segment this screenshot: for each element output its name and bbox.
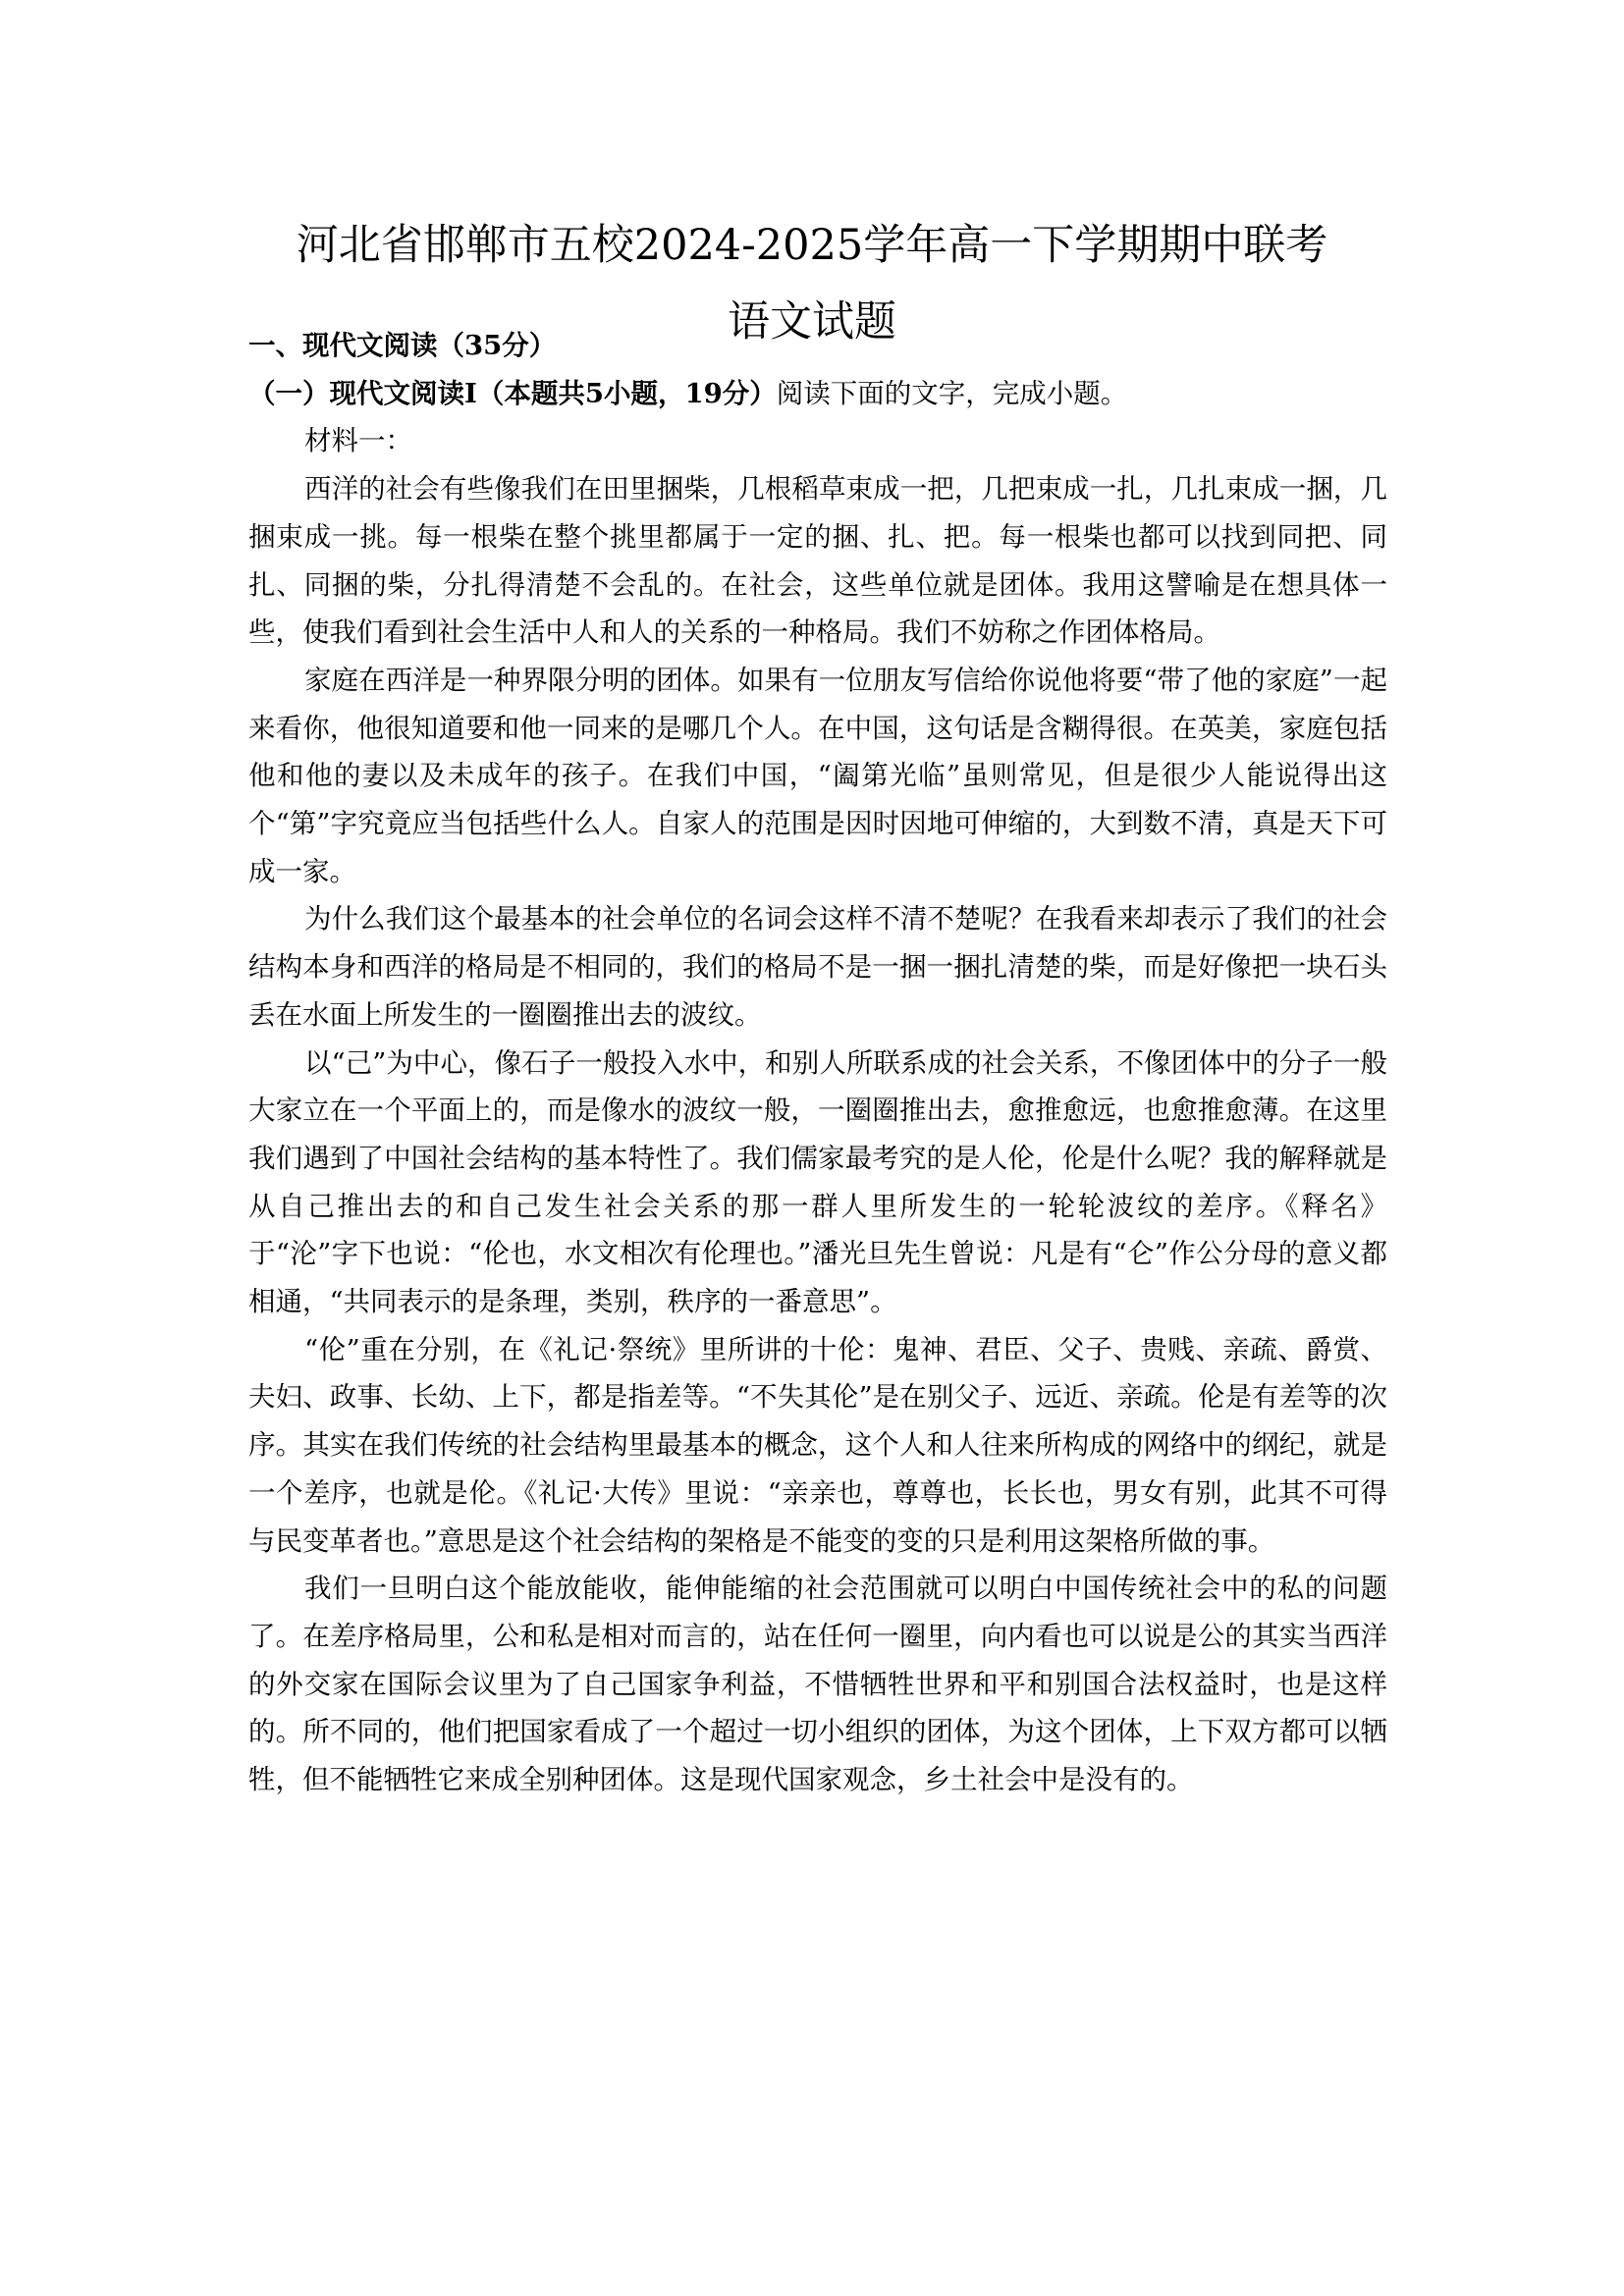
paragraph: 西洋的社会有些像我们在田里捆柴，几根稻草束成一把，几把束成一扎，几扎束成一捆，几捆束成一挑。每一根柴在整个挑里都属于一定的捆、扎、把。每一根柴也都可以找到同把、同扎、同捆的柴，分扎得清楚不会乱的。在社会，这些单位就是团体。我用这譬喻是在想具体一些，使我们看到社会生活中人和人的关系的一种格局。我们不妨称之作团体格局。 — [248, 473, 1387, 649]
subsection-heading — [248, 370, 1387, 418]
exam-content — [248, 322, 1387, 1804]
material-label: 材料一： — [304, 425, 412, 457]
subsection-heading-bold: （一）现代文阅读Ⅰ（本题共5小题，19分） — [248, 377, 777, 409]
exam-title: 河北省邯郸市五校2024-2025学年高一下学期期中联考 — [296, 221, 1328, 270]
paragraph: 为什么我们这个最基本的社会单位的名词会这样不清不楚呢？在我看来却表示了我们的社会结构本身和西洋的格局是不相同的，我们的格局不是一捆一捆扎清楚的柴，而是好像把一块石头丢在水面上所发生的一圈圈推出去的波纹。 — [248, 903, 1387, 1031]
paragraph: 我们一旦明白这个能放能收，能伸能缩的社会范围就可以明白中国传统社会中的私的问题了。在差序格局里，公和私是相对而言的，站在任何一圈里，向内看也可以说是公的其实当西洋的外交家在国际会议里为了自己国家争利益，不惜牺牲世界和平和别国合法权益时，也是这样的。所不同的，他们把国家看成了一个超过一切小组织的团体，为这个团体，上下双方都可以牺牲，但不能牺牲它来成全别种团体。这是现代国家观念，乡土社会中是没有的。 — [248, 1573, 1387, 1796]
section-heading: 一、现代文阅读（35分） — [248, 330, 557, 361]
paragraph: 以“己”为中心，像石子一般投入水中，和别人所联系成的社会关系，不像团体中的分子一般大家立在一个平面上的，而是像水的波纹一般，一圈圈推出去，愈推愈远，也愈推愈薄。在这里我们遇到了中国社会结构的基本特性了。我们儒家最考究的是人伦，伦是什么呢？我的解释就是从自己推出去的和自己发生社会关系的那一群人里所发生的一轮轮波纹的差序。《释名》于“沦”字下也说：“伦也，水文相次有伦理也。”潘光旦先生曾说：凡是有“仑”作公分母的意义都相通，“共同表示的是条理，类别，秩序的一番意思”。 — [248, 1046, 1387, 1318]
subsection-instruction: 阅读下面的文字，完成小题。 — [776, 377, 1128, 409]
exam-subject-title: 语文试题 — [728, 297, 896, 347]
paragraph: “伦”重在分别，在《礼记·祭统》里所讲的十伦：鬼神、君臣、父子、贵贱、亲疏、爵赏、夫妇、政事、长幼、上下，都是指差等。“不失其伦”是在别父子、远近、亲疏。伦是有差等的次序。其实在我们传统的社会结构里最基本的概念，这个人和人往来所构成的网络中的纲纪，就是一个差序，也就是伦。《礼记·大传》里说：“亲亲也，尊尊也，长长也，男女有别，此其不可得与民变革者也。”意思是这个社会结构的架格是不能变的变的只是利用这架格所做的事。 — [248, 1333, 1387, 1557]
paragraph: 家庭在西洋是一种界限分明的团体。如果有一位朋友写信给你说他将要“带了他的家庭”一起来看你，他很知道要和他一同来的是哪几个人。在中国，这句话是含糊得很。在英美，家庭包括他和他的妻以及未成年的孩子。在我们中国，“阖第光临”虽则常见，但是很少人能说得出这个“第”字究竟应当包括些什么人。自家人的范围是因时因地可伸缩的，大到数不清，真是天下可成一家。 — [248, 664, 1387, 887]
